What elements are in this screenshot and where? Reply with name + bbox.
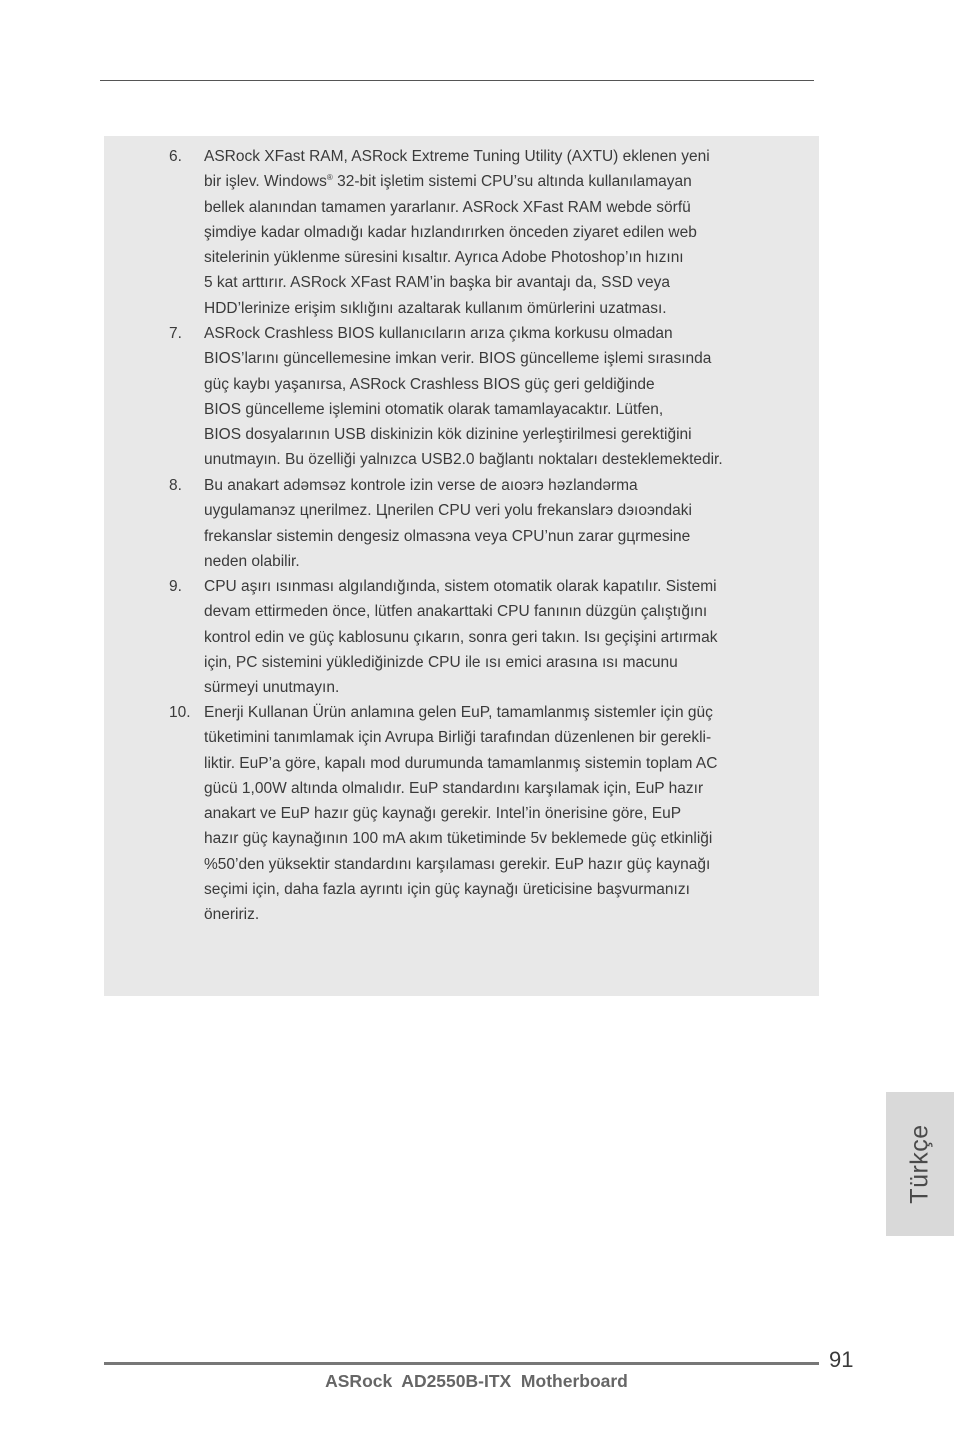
item-number: 9. <box>169 578 182 595</box>
item-number: 10. <box>169 704 191 721</box>
text-line: BIOS’larını güncellemesine imkan verir. BIOS güncelleme işlemi sırasında <box>204 350 712 368</box>
item-text <box>204 321 769 473</box>
text-line: öneririz. <box>204 906 260 924</box>
text-line: bir işlev. Windows® 32-bit işletim sistemi CPU’su altında kullanılamayan <box>204 173 692 191</box>
language-tab-label: Türkçe <box>905 1124 934 1204</box>
language-tab <box>886 1092 954 1236</box>
item-number: 7. <box>169 325 182 342</box>
text-line: şimdiye kadar olmadığı kadar hızlandırırken önceden ziyaret edilen web <box>204 223 697 241</box>
text-line: liktir. EuP’a göre, kapalı mod durumunda tamamlanmış sistemin toplam AC <box>204 754 718 772</box>
text-line: Bu anakart adəmsəz kontrole izin verse de aıoэrэ həzlandərma <box>204 477 638 494</box>
registered-mark: ® <box>326 173 333 183</box>
text-line: ASRock XFast RAM, ASRock Extreme Tuning Utility (AXTU) eklenen yeni <box>204 148 710 165</box>
text-line: sürmeyi unutmayın. <box>204 679 340 697</box>
item-text <box>204 574 769 700</box>
notes-panel <box>104 136 819 996</box>
header-rule <box>100 80 814 81</box>
page-number: 91 <box>829 1347 854 1372</box>
text-line: unutmayın. Bu özelliği yalnızca USB2.0 bağlantı noktaları desteklemektedir. <box>204 451 723 469</box>
text-line: anakart ve EuP hazır güç kaynağı gerekir. Intel’in önerisine göre, EuP <box>204 805 682 823</box>
text-line: devam ettirmeden önce, lütfen anakarttaki CPU fanının düzgün çalıştığını <box>204 603 708 621</box>
item-number: 6. <box>169 148 182 165</box>
text-line: tüketimini tanımlamak için Avrupa Birliği tarafından düzenlenen bir gerekli- <box>204 729 712 747</box>
text-line: BIOS dosyalarının USB diskinizin kök dizinine yerleştirilmesi gerektiğini <box>204 426 692 444</box>
text-line: neden olabilir. <box>204 552 300 570</box>
item-text <box>204 144 769 321</box>
text-line: seçimi için, daha fazla ayrıntı için güç kaynağı üreticisine başvurmanızı <box>204 881 690 899</box>
item-text <box>204 700 769 928</box>
text-line: BIOS güncelleme işlemini otomatik olarak tamamlayacaktır. Lütfen, <box>204 400 664 418</box>
text-line: frekanslar sistemin dengesiz olmasэna veya CPU’nun zarar gцrmesine <box>204 527 691 545</box>
text-line: ASRock Crashless BIOS kullanıcıların arıza çıkma korkusu olmadan <box>204 325 673 342</box>
text-line: 5 kat arttırır. ASRock XFast RAM’in başka bir avantajı da, SSD veya <box>204 274 671 292</box>
text-line: HDD’lerinize erişim sıklığını azaltarak kullanım ömürlerini uzatması. <box>204 299 667 317</box>
text-line: için, PC sistemini yüklediğinizde CPU ile ısı emici arasına ısı macunu <box>204 653 678 671</box>
text-line: hazır güç kaynağının 100 mA akım tüketiminde 5v beklemede güç etkinliği <box>204 830 713 848</box>
text-line: Enerji Kullanan Ürün anlamına gelen EuP, tamamlanmış sistemler için güç <box>204 704 713 721</box>
text-line: kontrol edin ve güç kablosunu çıkarın, sonra geri takın. Isı geçişini artırmak <box>204 628 718 646</box>
text-line: bellek alanından tamamen yararlanır. ASRock XFast RAM webde sörfü <box>204 198 691 216</box>
item-number: 8. <box>169 477 182 494</box>
footer-rule <box>104 1362 819 1365</box>
text-line: sitelerinin yüklenme süresini kısaltır. Ayrıca Adobe Photoshop’ın hızını <box>204 249 684 267</box>
text-line: güç kaybı yaşanırsa, ASRock Crashless BIOS güç geri geldiğinde <box>204 375 655 393</box>
text-line: gücü 1,00W altında olmalıdır. EuP standardını karşılamak için, EuP hazır <box>204 779 704 797</box>
text-line: %50’den yüksektir standardını karşılaması gerekir. EuP hazır güç kaynağı <box>204 855 711 873</box>
footer-title: ASRock AD2550B-ITX Motherboard <box>325 1371 628 1391</box>
item-text <box>204 473 769 574</box>
text-line: uygulamanэz цnerilmez. Цnerilen CPU veri yolu frekanslarэ dэıoэndaki <box>204 502 692 520</box>
text-line: CPU aşırı ısınması algılandığında, sistem otomatik olarak kapatılır. Sistemi <box>204 578 717 595</box>
